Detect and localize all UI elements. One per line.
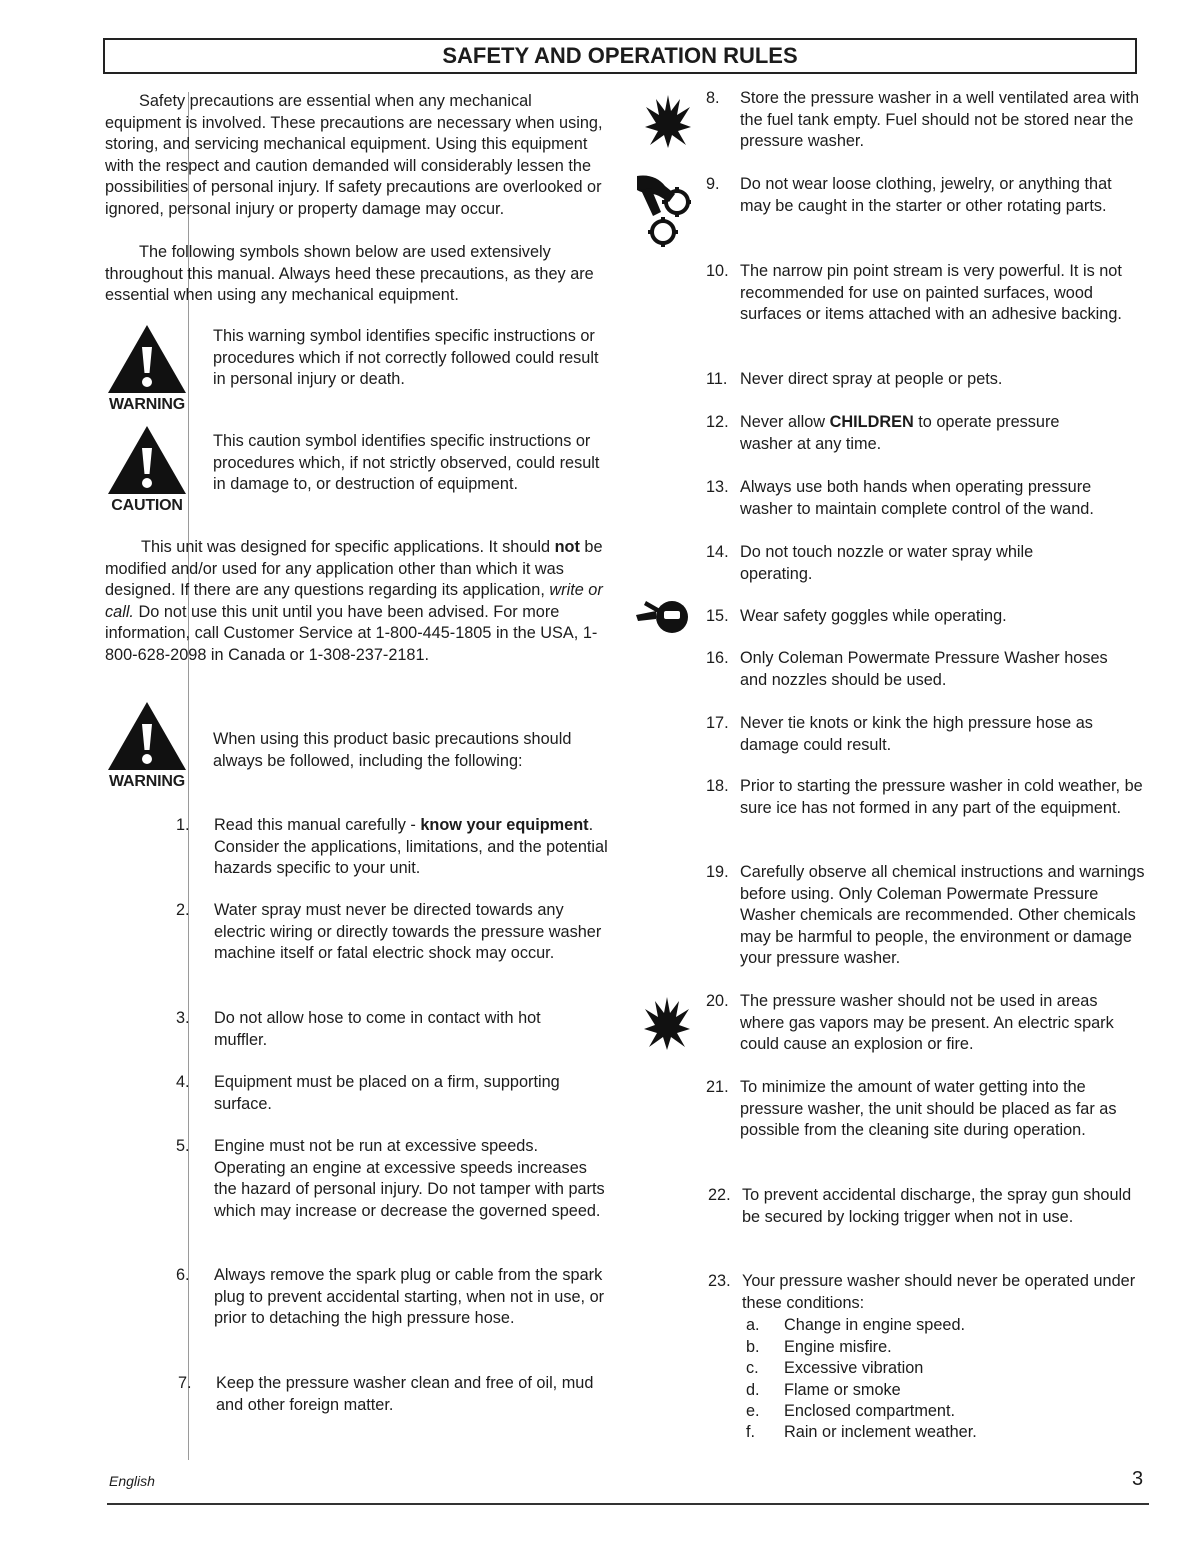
list-item-19 [706,862,1146,970]
item-1-know-your-equipment: know your equipment [420,816,589,834]
sub-item-text: Change in engine speed. [784,1316,966,1334]
warning-symbol-text: This warning symbol identifies specific instructions or procedures which if not correctly followed could result in personal injury or death. [213,327,599,389]
sub-item-a [746,1315,965,1337]
sub-item-text: Flame or smoke [784,1381,901,1399]
unit-paragraph-a: This unit was designed for specific applications. It should [141,538,551,556]
list-item-text: Always remove the spark plug or cable from the spark plug to prevent accidental starting, when not in use, or prior to detaching the high pressure hose. [214,1266,605,1328]
list-item-text: Engine must not be run at excessive speeds. Operating an engine at excessive speeds increases the hazard of personal injury. Do not tamper with parts which may increase or decrease the governed speed. [214,1137,605,1220]
list-item-number: 6. [176,1266,190,1284]
list-item-text: To prevent accidental discharge, the spray gun should be secured by locking trigger when not in use. [742,1186,1132,1226]
sub-item-b [746,1337,892,1359]
footer-language: English [109,1473,155,1489]
goggles-icon [634,597,692,644]
list-item-text: Prior to starting the pressure washer in cold weather, be sure ice has not formed in any part of the equipment. [740,777,1143,817]
list-item-text: Keep the pressure washer clean and free of oil, mud and other foreign matter. [216,1374,594,1414]
item-1-text-a: Read this manual carefully - [214,816,421,834]
list-item-22 [708,1185,1138,1228]
list-item-2 [176,900,606,965]
list-item-20 [706,991,1146,1056]
sub-item-text: Engine misfire. [784,1338,892,1356]
sub-item-c [746,1358,923,1380]
unit-paragraph [105,537,605,667]
sub-item-text: Enclosed compartment. [784,1402,956,1420]
list-item-7 [178,1373,608,1416]
list-item-text: Do not allow hose to come in contact with hot muffler. [214,1009,541,1049]
caution-symbol-text: This caution symbol identifies specific instructions or procedures which, if not strictly observed, could result in damage to, or destruction of equipment. [213,432,600,494]
list-item-number: 19. [706,863,729,881]
sub-item-text: Excessive vibration [784,1359,924,1377]
list-item-text: Only Coleman Powermate Pressure Washer hoses and nozzles should be used. [740,649,1108,689]
list-item-4 [176,1072,606,1115]
unit-paragraph-not: not [554,538,580,556]
sub-item-letter: e. [746,1402,760,1420]
list-item-number: 3. [176,1009,190,1027]
list-item-number: 13. [706,478,729,496]
list-item-3 [176,1008,596,1051]
list-item-text: Equipment must be placed on a firm, supporting surface. [214,1073,560,1113]
unit-paragraph-write-or-call: write or call. [105,581,603,621]
caution-label: CAUTION [111,497,183,514]
list-item-12 [706,412,1106,455]
warning-symbol-2 [105,700,189,791]
intro-paragraph-1: Safety precautions are essential when any mechanical equipment is involved. These precautions are necessary when using, storing, and servicing mechanical equipment. Using this equipment with the respect and caution demanded will considerably lessen the possibilities of personal injury. If safety precautions are overlooked or ignored, personal injury or property damage may occur. [105,92,603,218]
sub-item-letter: b. [746,1338,760,1356]
list-item-text [740,412,1106,455]
list-item-8 [706,88,1146,153]
list-item-number: 9. [706,175,720,193]
list-item-16 [706,648,1126,691]
list-item-number: 7. [178,1374,192,1392]
item-1-text-c: . Consider the applications, limitations, and the potential hazards specific to your unit. [214,816,608,878]
list-item-number: 5. [176,1137,190,1155]
unit-paragraph-e: Do not use this unit until you have been advised. For more information, call Customer Service at 1-800-445-1805 in the USA, 1-800-628-2098 in Canada or 1-308-237-2181. [105,602,598,664]
list-item-text: Water spray must never be directed towards any electric wiring or directly towards the pressure washer machine itself or fatal electric shock may occur. [214,901,602,963]
list-item-number: 4. [176,1073,190,1091]
list-item-number: 21. [706,1078,729,1096]
list-item-number: 12. [706,413,729,431]
list-item-15 [706,606,1146,628]
list-item-number: 18. [706,777,729,795]
list-item-text: Do not wear loose clothing, jewelry, or anything that may be caught in the starter or other rotating parts. [740,175,1112,215]
list-item-text: Always use both hands when operating pressure washer to maintain complete control of the wand. [740,478,1094,518]
list-item-number: 2. [176,901,190,919]
list-item-number: 20. [706,992,729,1010]
list-item-1 [176,815,616,880]
item-12-children: CHILDREN [829,413,914,431]
sub-item-letter: d. [746,1381,760,1399]
list-item-number: 1. [176,816,190,834]
list-item-18 [706,776,1146,819]
intro-paragraph-2: The following symbols shown below are used extensively throughout this manual. Always heed these precautions, as they are essential when using any mechanical equipment. [105,243,594,305]
sub-item-text: Rain or inclement weather. [784,1423,977,1441]
list-item-text: The pressure washer should not be used in areas where gas vapors may be present. An electric spark could cause an explosion or fire. [740,992,1114,1054]
list-item-14 [706,542,1106,585]
list-item-21 [706,1077,1146,1142]
sub-item-d [746,1380,901,1402]
warning-2-text: When using this product basic precautions should always be followed, including the following: [213,730,572,770]
list-item-10 [706,261,1146,326]
sub-item-e [746,1401,955,1423]
list-item-text: Carefully observe all chemical instructions and warnings before using. Only Coleman Powermate Pressure Washer chemicals are recommended. Other chemicals may be harmful to people, the environment or damage your pressure washer. [740,863,1145,968]
list-item-number: 10. [706,262,729,280]
list-item-number: 22. [708,1186,731,1204]
list-item-text [214,815,616,880]
list-item-text: To minimize the amount of water getting into the pressure washer, the unit should be placed as far as possible from the cleaning site during operation. [740,1078,1117,1140]
item-12-text-c: to operate pressure washer at any time. [740,413,1060,453]
list-item-text: Your pressure washer should never be operated under these conditions: [742,1272,1136,1312]
list-item-text: The narrow pin point stream is very powerful. It is not recommended for use on painted surfaces, wood surfaces or items attached with an adhesive backing. [740,262,1122,324]
list-item-11 [706,369,1146,391]
explosion-icon [643,995,691,1056]
sub-item-f [746,1422,977,1444]
warning-triangle-icon [106,323,188,395]
page-number: 3 [1132,1468,1144,1490]
list-item-6 [176,1265,616,1330]
explosion-icon [644,93,692,154]
page-title: SAFETY AND OPERATION RULES [103,38,1137,74]
list-item-number: 23. [708,1272,731,1290]
list-item-23 [708,1271,1148,1314]
list-item-number: 16. [706,649,729,667]
warning-symbol [105,323,189,414]
list-item-text: Wear safety goggles while operating. [740,607,1007,625]
unit-paragraph-c: be modified and/or used for any application other than which it was designed. If there are any questions regarding its application, [105,538,603,600]
list-item-9 [706,174,1146,217]
list-item-number: 17. [706,714,729,732]
item-12-text-a: Never allow [740,413,830,431]
list-item-number: 8. [706,89,720,107]
list-item-text: Store the pressure washer in a well ventilated area with the fuel tank empty. Fuel should not be stored near the pressure washer. [740,89,1140,151]
list-item-number: 11. [706,370,728,388]
list-item-text: Never direct spray at people or pets. [740,370,1003,388]
warning-label: WARNING [109,396,185,413]
list-item-text: Do not touch nozzle or water spray while operating. [740,543,1034,583]
warning-label-2: WARNING [109,773,185,790]
list-item-13 [706,477,1146,520]
list-item-5 [176,1136,606,1222]
caution-symbol [105,424,189,515]
footer-divider [107,1503,1149,1505]
sub-item-letter: f. [746,1423,756,1441]
list-item-17 [706,713,1146,756]
sub-item-letter: c. [746,1359,759,1377]
warning-triangle-icon [106,700,188,772]
caution-triangle-icon [106,424,188,496]
entanglement-icon [635,172,691,255]
list-item-text: Never tie knots or kink the high pressure hose as damage could result. [740,714,1093,754]
sub-item-letter: a. [746,1316,760,1334]
list-item-number: 14. [706,543,729,561]
list-item-number: 15. [706,607,729,625]
